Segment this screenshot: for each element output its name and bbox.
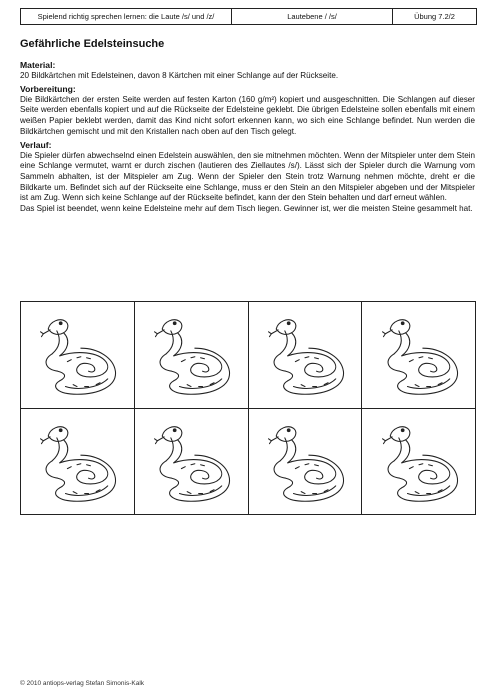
snake-card[interactable] xyxy=(135,302,249,409)
snake-card[interactable] xyxy=(135,409,249,516)
snake-icon xyxy=(143,304,239,405)
header-exercise: Übung 7.2/2 xyxy=(414,12,455,21)
snake-icon xyxy=(29,411,125,512)
preparation-heading: Vorbereitung: xyxy=(20,84,76,95)
page-title: Gefährliche Edelsteinsuche xyxy=(20,38,165,50)
instructions xyxy=(20,60,475,217)
copyright-footer: © 2010 antiops-verlag Stefan Simonis-Kalk xyxy=(20,680,145,687)
procedure-heading: Verlauf: xyxy=(20,140,52,151)
snake-card[interactable] xyxy=(21,409,135,516)
snake-card[interactable] xyxy=(362,302,476,409)
snake-card[interactable] xyxy=(249,302,363,409)
header-level: Lautebene / /s/ xyxy=(232,9,393,24)
material-text: 20 Bildkärtchen mit Edelsteinen, davon 8 Kärtchen mit einer Schlange auf der Rückseite. xyxy=(20,70,339,80)
snake-card-grid xyxy=(20,301,476,515)
snake-icon xyxy=(371,411,467,512)
snake-icon xyxy=(257,304,353,405)
preparation-text: Die Bildkärtchen der ersten Seite werden auf festen Karton (160 g/m²) kopiert und ausgeschnitten. Die Schlangen auf dieser Seite werden ebenfalls kopiert und auf die Rückseite der Edelsteine geklebt. Die übrigen Edelsteine sollen ebenfalls mit einem weißen Papier beklebt werden, damit das Kind nicht sofort erkennen kann, wo sich eine Schlange befindet. Nun werden die Bildkärtchen gemischt und mit den Kristallen nach oben auf den Tisch gelegt. xyxy=(20,94,475,136)
material-heading: Material: xyxy=(20,60,56,70)
snake-card[interactable] xyxy=(249,409,363,516)
snake-card[interactable] xyxy=(21,302,135,409)
procedure-text: Die Spieler dürfen abwechselnd einen Edelstein auswählen, den sie mitnehmen möchten. Wenn der Mitspieler unter dem Stein eine Schlange vermutet, warnt er durch zischen (lautieren des Ziellautes /s/). Lässt sich der Spieler durch die Warnung vom Sammeln abhalten, ist der Mitspieler am Zug. Wenn der Spieler den Stein trotz Warnung nehmen möchte, dreht er die Bildkarte um. Befindet sich auf der Rückseite eine Schlange, muss er den Stein an den Mitspieler abgeben und der Mitspieler ist am Zug. Wenn sich keine Schlange auf der Rückseite befindet, kann der den Stein behalten und darf erneut wählen. xyxy=(20,150,475,203)
snake-icon xyxy=(143,411,239,512)
header-series: Spielend richtig sprechen lernen: die Laute /s/ und /z/ xyxy=(21,9,232,24)
procedure-end-text: Das Spiel ist beendet, wenn keine Edelsteine mehr auf dem Tisch liegen. Gewinner ist, wer die meisten Steine gesammelt hat. xyxy=(20,203,473,213)
snake-card[interactable] xyxy=(362,409,476,516)
header-bar xyxy=(20,8,477,25)
snake-icon xyxy=(29,304,125,405)
snake-icon xyxy=(257,411,353,512)
snake-icon xyxy=(371,304,467,405)
